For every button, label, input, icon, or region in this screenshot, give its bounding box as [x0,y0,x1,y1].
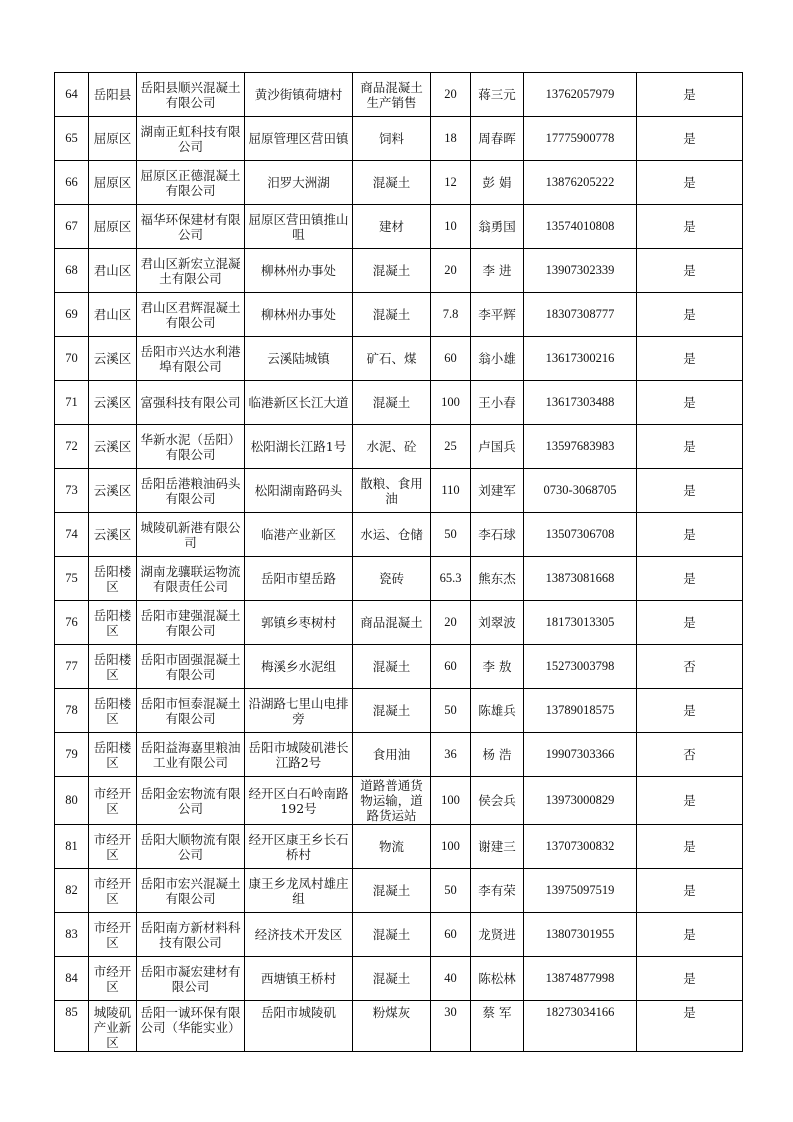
row-capacity: 60 [431,645,471,689]
row-number: 75 [55,557,89,601]
row-number: 68 [55,249,89,293]
row-flag: 是 [637,869,743,913]
row-number: 76 [55,601,89,645]
row-district: 岳阳楼区 [89,601,137,645]
row-address: 柳林州办事处 [245,249,353,293]
table-row [55,869,743,913]
row-flag: 是 [637,689,743,733]
row-phone: 19907303366 [524,733,637,777]
row-phone: 13807301955 [524,913,637,957]
row-capacity: 60 [431,913,471,957]
row-district: 云溪区 [89,337,137,381]
row-capacity: 100 [431,381,471,425]
row-flag: 是 [637,337,743,381]
row-address: 郭镇乡枣树村 [245,601,353,645]
row-company: 岳阳市宏兴混凝土有限公司 [137,869,245,913]
row-address: 梅溪乡水泥组 [245,645,353,689]
row-contact: 龙贤进 [471,913,524,957]
row-business: 饲料 [353,117,431,161]
row-business: 道路普通货物运输，道路货运站 [353,777,431,825]
row-phone: 18173013305 [524,601,637,645]
row-district: 屈原区 [89,161,137,205]
row-contact: 周春晖 [471,117,524,161]
row-number: 64 [55,73,89,117]
table-row [55,513,743,557]
row-capacity: 18 [431,117,471,161]
row-flag: 是 [637,161,743,205]
row-contact: 李平辉 [471,293,524,337]
row-phone: 13597683983 [524,425,637,469]
row-number: 80 [55,777,89,825]
table-row [55,425,743,469]
row-flag: 是 [637,205,743,249]
row-contact: 侯会兵 [471,777,524,825]
row-company: 湖南龙骧联运物流有限责任公司 [137,557,245,601]
row-phone: 13789018575 [524,689,637,733]
row-contact: 谢建三 [471,825,524,869]
row-address: 康王乡龙凤村雄庄组 [245,869,353,913]
row-capacity: 20 [431,249,471,293]
table-body [55,73,743,1052]
table-row [55,469,743,513]
row-address: 西塘镇王桥村 [245,957,353,1001]
row-capacity: 20 [431,73,471,117]
row-company: 岳阳金宏物流有限公司 [137,777,245,825]
row-contact: 熊东杰 [471,557,524,601]
row-flag: 是 [637,469,743,513]
row-company: 岳阳市建强混凝土有限公司 [137,601,245,645]
row-address: 屈原管理区营田镇 [245,117,353,161]
row-capacity: 100 [431,777,471,825]
row-phone: 13876205222 [524,161,637,205]
row-contact: 陈松林 [471,957,524,1001]
row-address: 云溪陆城镇 [245,337,353,381]
row-contact: 翁小雄 [471,337,524,381]
row-district: 云溪区 [89,425,137,469]
row-number: 72 [55,425,89,469]
row-business: 散粮、食用油 [353,469,431,513]
row-address: 黄沙街镇荷塘村 [245,73,353,117]
row-capacity: 50 [431,513,471,557]
row-number: 83 [55,913,89,957]
row-address: 经开区康王乡长石桥村 [245,825,353,869]
row-district: 岳阳楼区 [89,689,137,733]
row-business: 物流 [353,825,431,869]
row-district: 岳阳楼区 [89,645,137,689]
row-flag: 是 [637,381,743,425]
row-phone: 13574010808 [524,205,637,249]
row-address: 临港产业新区 [245,513,353,557]
row-flag: 是 [637,777,743,825]
enterprise-table [54,72,743,1052]
row-contact: 翁勇国 [471,205,524,249]
row-flag: 是 [637,601,743,645]
row-address: 沿湖路七里山电排旁 [245,689,353,733]
table-row [55,293,743,337]
row-number: 85 [55,1001,89,1052]
row-number: 78 [55,689,89,733]
table-row [55,557,743,601]
row-company: 岳阳一诚环保有限公司（华能实业） [137,1001,245,1052]
table-row [55,337,743,381]
row-flag: 是 [637,117,743,161]
table-row [55,381,743,425]
row-number: 65 [55,117,89,161]
row-address: 经济技术开发区 [245,913,353,957]
row-district: 岳阳楼区 [89,733,137,777]
row-contact: 李有荣 [471,869,524,913]
table-row [55,645,743,689]
row-flag: 是 [637,1001,743,1052]
row-flag: 否 [637,645,743,689]
row-phone: 17775900778 [524,117,637,161]
table-row [55,249,743,293]
row-capacity: 65.3 [431,557,471,601]
row-address: 岳阳市城陵矶 [245,1001,353,1052]
table-row [55,689,743,733]
row-company: 岳阳市固强混凝土有限公司 [137,645,245,689]
row-district: 市经开区 [89,777,137,825]
table-row [55,777,743,825]
row-flag: 是 [637,293,743,337]
row-business: 混凝土 [353,913,431,957]
row-business: 矿石、煤 [353,337,431,381]
row-business: 混凝土 [353,869,431,913]
table-row [55,913,743,957]
table-row [55,601,743,645]
row-company: 富强科技有限公司 [137,381,245,425]
row-company: 岳阳市恒泰混凝土有限公司 [137,689,245,733]
row-address: 松阳湖南路码头 [245,469,353,513]
row-business: 商品混凝土生产销售 [353,73,431,117]
row-number: 74 [55,513,89,557]
row-district: 君山区 [89,293,137,337]
row-company: 岳阳大顺物流有限公司 [137,825,245,869]
row-flag: 是 [637,513,743,557]
row-phone: 13617303488 [524,381,637,425]
row-flag: 否 [637,733,743,777]
row-business: 食用油 [353,733,431,777]
row-business: 水泥、砼 [353,425,431,469]
row-number: 66 [55,161,89,205]
row-company: 城陵矶新港有限公司 [137,513,245,557]
row-contact: 蔡 军 [471,1001,524,1052]
row-phone: 15273003798 [524,645,637,689]
row-district: 市经开区 [89,869,137,913]
row-business: 粉煤灰 [353,1001,431,1052]
row-contact: 彭 娟 [471,161,524,205]
row-contact: 李 敖 [471,645,524,689]
row-flag: 是 [637,557,743,601]
row-district: 城陵矶产业新区 [89,1001,137,1052]
row-phone: 13873081668 [524,557,637,601]
row-capacity: 20 [431,601,471,645]
row-company: 岳阳益海嘉里粮油工业有限公司 [137,733,245,777]
row-number: 82 [55,869,89,913]
row-number: 70 [55,337,89,381]
table-row [55,1001,743,1052]
row-district: 市经开区 [89,957,137,1001]
row-company: 岳阳市凝宏建材有限公司 [137,957,245,1001]
row-company: 屈原区正德混凝土有限公司 [137,161,245,205]
row-contact: 刘翠波 [471,601,524,645]
row-business: 水运、仓储 [353,513,431,557]
row-flag: 是 [637,825,743,869]
row-address: 松阳湖长江路1号 [245,425,353,469]
table-row [55,825,743,869]
table-row [55,161,743,205]
row-capacity: 36 [431,733,471,777]
row-district: 云溪区 [89,381,137,425]
row-district: 云溪区 [89,513,137,557]
row-phone: 18307308777 [524,293,637,337]
row-address: 临港新区长江大道 [245,381,353,425]
row-address: 岳阳市城陵矶港长江路2号 [245,733,353,777]
row-address: 柳林州办事处 [245,293,353,337]
row-business: 混凝土 [353,161,431,205]
table-row [55,733,743,777]
row-business: 建材 [353,205,431,249]
row-capacity: 7.8 [431,293,471,337]
row-capacity: 12 [431,161,471,205]
row-company: 岳阳岳港粮油码头有限公司 [137,469,245,513]
row-district: 云溪区 [89,469,137,513]
row-business: 混凝土 [353,957,431,1001]
row-district: 岳阳县 [89,73,137,117]
row-flag: 是 [637,73,743,117]
row-capacity: 50 [431,869,471,913]
row-district: 市经开区 [89,913,137,957]
row-phone: 13973000829 [524,777,637,825]
row-phone: 13617300216 [524,337,637,381]
row-flag: 是 [637,957,743,1001]
row-company: 岳阳市兴达水利港埠有限公司 [137,337,245,381]
row-district: 君山区 [89,249,137,293]
row-contact: 杨 浩 [471,733,524,777]
row-business: 瓷砖 [353,557,431,601]
row-phone: 0730-3068705 [524,469,637,513]
row-company: 君山区新宏立混凝土有限公司 [137,249,245,293]
row-district: 市经开区 [89,825,137,869]
row-capacity: 110 [431,469,471,513]
row-company: 岳阳县顺兴混凝土有限公司 [137,73,245,117]
row-business: 混凝土 [353,689,431,733]
row-capacity: 25 [431,425,471,469]
row-contact: 李石球 [471,513,524,557]
row-capacity: 60 [431,337,471,381]
row-number: 84 [55,957,89,1001]
row-phone: 18273034166 [524,1001,637,1052]
row-business: 混凝土 [353,293,431,337]
row-business: 混凝土 [353,249,431,293]
row-contact: 陈雄兵 [471,689,524,733]
row-business: 混凝土 [353,381,431,425]
row-business: 混凝土 [353,645,431,689]
row-number: 77 [55,645,89,689]
row-contact: 卢国兵 [471,425,524,469]
row-phone: 13762057979 [524,73,637,117]
row-address: 岳阳市望岳路 [245,557,353,601]
row-capacity: 40 [431,957,471,1001]
row-number: 73 [55,469,89,513]
row-company: 君山区君辉混凝土有限公司 [137,293,245,337]
row-contact: 李 进 [471,249,524,293]
row-number: 71 [55,381,89,425]
row-contact: 刘建军 [471,469,524,513]
row-capacity: 100 [431,825,471,869]
row-district: 屈原区 [89,117,137,161]
table-row [55,73,743,117]
row-capacity: 30 [431,1001,471,1052]
row-company: 岳阳南方新材料科技有限公司 [137,913,245,957]
row-company: 湖南正虹科技有限公司 [137,117,245,161]
row-number: 67 [55,205,89,249]
row-flag: 是 [637,425,743,469]
row-flag: 是 [637,249,743,293]
row-company: 福华环保建材有限公司 [137,205,245,249]
row-phone: 13707300832 [524,825,637,869]
row-phone: 13507306708 [524,513,637,557]
row-business: 商品混凝土 [353,601,431,645]
table-row [55,957,743,1001]
row-address: 汨罗大洲湖 [245,161,353,205]
row-address: 经开区白石岭南路192号 [245,777,353,825]
row-number: 69 [55,293,89,337]
table-row [55,205,743,249]
row-phone: 13975097519 [524,869,637,913]
row-number: 79 [55,733,89,777]
row-address: 屈原区营田镇推山咀 [245,205,353,249]
row-phone: 13907302339 [524,249,637,293]
row-contact: 蒋三元 [471,73,524,117]
row-contact: 王小春 [471,381,524,425]
row-capacity: 50 [431,689,471,733]
row-capacity: 10 [431,205,471,249]
row-phone: 13874877998 [524,957,637,1001]
row-district: 屈原区 [89,205,137,249]
row-district: 岳阳楼区 [89,557,137,601]
table-row [55,117,743,161]
row-flag: 是 [637,913,743,957]
row-company: 华新水泥（岳阳）有限公司 [137,425,245,469]
row-number: 81 [55,825,89,869]
